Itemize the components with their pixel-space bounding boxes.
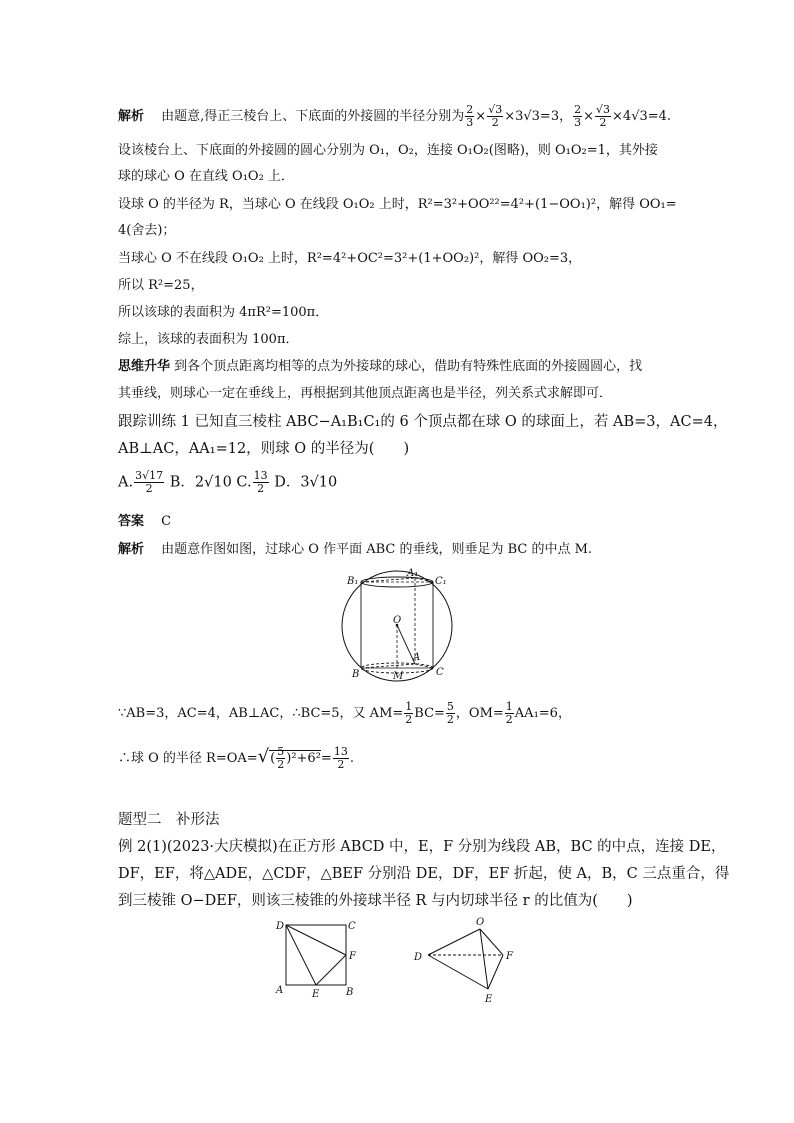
- fraction: $\frac{1}{2}$: [405, 700, 413, 726]
- sol1-line6: 当球心 O 不在线段 O₁O₂ 上时，R²=4²+OC²=3²+(1+OO₂)²，解得 OO₂=3，: [118, 251, 582, 266]
- square-figure: [270, 915, 365, 1005]
- fraction: $\frac{5}{2}$: [277, 745, 285, 771]
- label-E: E: [485, 994, 493, 1005]
- answer-line: [118, 513, 171, 531]
- example2-line1: 例 2(1)(2023·大庆模拟)在正方形 ABCD 中，E，F 分别为线段 AB，BC 的中点，连接 DE，: [118, 839, 726, 855]
- insight-label: 思维升华: [118, 359, 171, 374]
- fraction: $\frac{√3}{2}$: [596, 103, 611, 129]
- fraction: $\frac{2}{3}$: [574, 103, 582, 129]
- sol1-line2: 设该棱台上、下底面的外接圆的圆心分别为 O₁，O₂，连接 O₁O₂(图略)，则 O₁O₂=1，其外接: [118, 143, 658, 158]
- practice-line1: 跟踪训练 1 已知直三棱柱 ABC−A₁B₁C₁的 6 个顶点都在球 O 的球面上，若 AB=3，AC=4，: [118, 414, 728, 430]
- example2-line3: 到三棱锥 O−DEF，则该三棱锥的外接球半径 R 与内切球半径 r 的比值为( ): [118, 893, 633, 909]
- example2-line2: DF，EF，将△ADE，△CDF，△BEF 分别沿 DE，DF，EF 折起，使 A，B，C 三点重合，得: [118, 866, 730, 882]
- label-B1: B₁: [347, 576, 359, 587]
- label-F: F: [506, 951, 513, 962]
- section-title: 题型二 补形法: [118, 812, 220, 828]
- sol1-line9: 综上，该球的表面积为 100π．: [118, 332, 299, 347]
- sol1-line1: 解析 由题意,得正三棱台上、下底面的外接圆的半径分别为 $\frac{2}{3}$ × $\frac{√3}{2}$ ×3√3=3， $\frac{2}{3}$ × $\frac{√3}{2}$ ×4√3=4.: [118, 103, 672, 129]
- sol2-line1: 解析 由题意作图如图，过球心 O 作平面 ABC 的垂线，则垂足为 BC 的中点 M.: [118, 542, 593, 557]
- label-E: E: [312, 989, 320, 1000]
- answer-value: C: [161, 514, 172, 529]
- label-M: M: [393, 671, 404, 682]
- practice-options: [118, 470, 337, 495]
- label-C1: C₁: [435, 576, 447, 587]
- label-A1: A₁: [407, 568, 419, 579]
- sol1-line3: 球的球心 O 在直线 O₁O₂ 上．: [118, 169, 294, 184]
- sphere-prism-figure: [335, 565, 460, 685]
- fraction: $\frac{13}{2}$: [253, 469, 268, 495]
- label-A: A: [413, 652, 421, 663]
- practice-line2: AB⊥AC，AA₁=12，则球 O 的半径为( ): [118, 441, 410, 457]
- label-B: B: [352, 669, 360, 680]
- fraction: $\frac{1}{2}$: [505, 700, 513, 726]
- fraction: $\frac{5}{2}$: [446, 700, 454, 726]
- option-d: D．3√10: [274, 474, 338, 491]
- label-D: D: [414, 952, 423, 963]
- fraction: $\frac{√3}{2}$: [488, 103, 503, 129]
- option-a: A.: [118, 474, 134, 491]
- sol1-line5: 4(舍去)；: [118, 223, 176, 238]
- sol1-label: 解析: [118, 109, 145, 124]
- label-O: O: [393, 615, 402, 626]
- label-D: D: [276, 921, 285, 932]
- sol2-label: 解析: [118, 542, 145, 557]
- sol1-line8: 所以该球的表面积为 4πR²=100π．: [118, 305, 329, 320]
- label-O: O: [476, 917, 485, 928]
- sol1-line4: 设球 O 的半径为 R，当球心 O 在线段 O₁O₂ 上时，R²=3²+OO²²=4²+(1−OO₁)²，解得 OO₁=: [118, 197, 677, 212]
- tetrahedron-figure: [408, 915, 528, 1010]
- label-B: B: [346, 987, 354, 998]
- fraction: $\frac{2}{3}$: [466, 103, 474, 129]
- fraction: $\frac{3√17}{2}$: [135, 469, 164, 495]
- label-A: A: [276, 985, 284, 996]
- calc-line2: ∴球 O 的半径 R=OA=√( $\frac{5}{2}$ )²+6²= $\frac{13}{2}$ .: [118, 745, 354, 771]
- answer-label: 答案: [118, 514, 145, 529]
- option-b: B．2√10: [169, 474, 237, 491]
- sol1-line7: 所以 R²=25，: [118, 278, 204, 293]
- sol1-text: 由题意,得正三棱台上、下底面的外接圆的半径分别为: [161, 109, 465, 124]
- fraction: $\frac{13}{2}$: [333, 745, 348, 771]
- calc-line1: ∵AB=3，AC=4，AB⊥AC，∴BC=5，又 AM= $\frac{1}{2}$ BC= $\frac{5}{2}$ ，OM= $\frac{1}{2}$ AA₁=6，: [118, 700, 571, 726]
- label-C: C: [436, 667, 444, 678]
- option-c: C.: [236, 474, 252, 491]
- insight-line1: 思维升华 到各个顶点距离均相等的点为外接球的球心，借助有特殊性底面的外接圆圆心，找: [118, 359, 643, 374]
- insight-line2: 其垂线，则球心一定在垂线上，再根据到其他顶点距离也是半径，列关系式求解即可．: [118, 386, 613, 401]
- label-C: C: [348, 921, 356, 932]
- label-F: F: [349, 951, 356, 962]
- sqrt-radicand: ( $\frac{5}{2}$ )²+6²: [270, 745, 321, 771]
